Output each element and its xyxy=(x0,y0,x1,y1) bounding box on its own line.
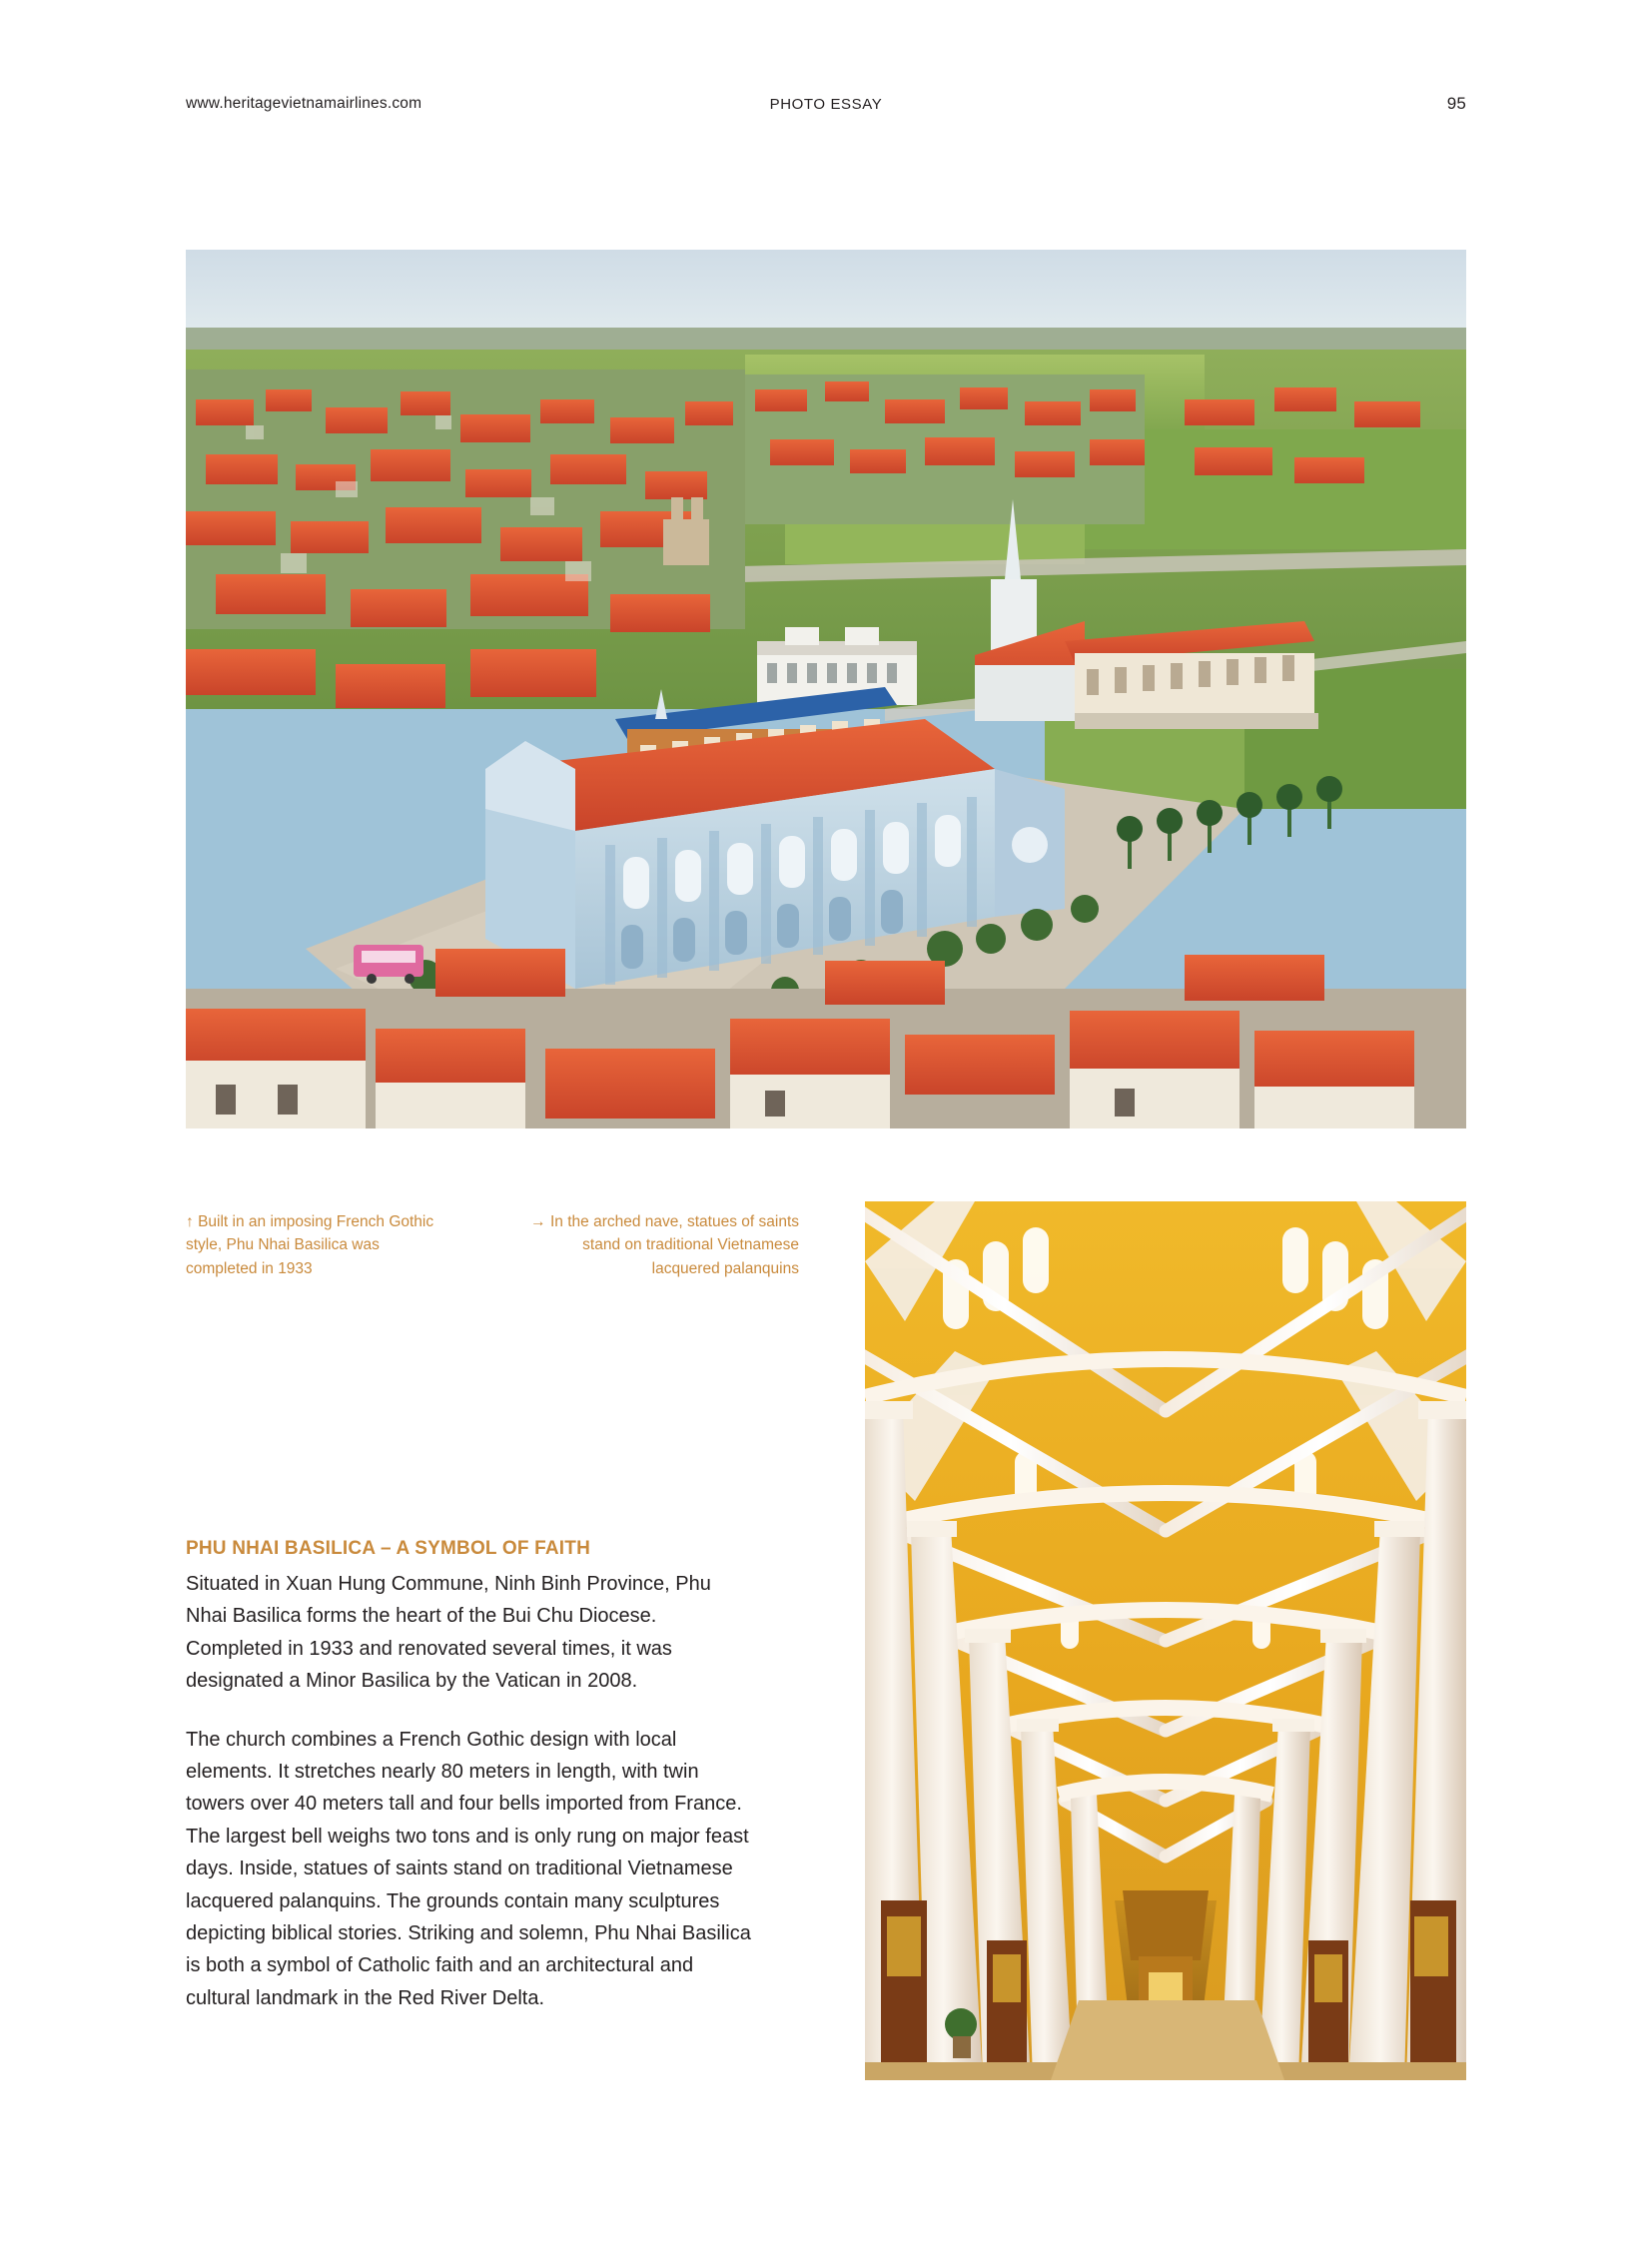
article-heading: PHU NHAI BASILICA – A SYMBOL OF FAITH xyxy=(186,1538,591,1559)
caption-right-text: In the arched nave, statues of saints stand on traditional Vietnamese lacquered palanquins xyxy=(549,1213,799,1277)
page-number: 95 xyxy=(1446,94,1466,113)
section-title: PHOTO ESSAY xyxy=(769,95,883,113)
website-url: www.heritagevietnamairlines.com xyxy=(186,95,422,112)
hero-photo-illustration xyxy=(186,250,1466,1128)
article-paragraph-2: The church combines a French Gothic design with local elements. It stretches nearly 80 meters in length, with twin towers over 40 meters tall and four bells imported from France. The largest bell weighs two tons and is only rung on major feast days. Inside, statues of saints stand on traditional Vietnamese lacquered palanquins. The grounds contain many sculptures depicting biblical stories. Striking and solemn, Phu Nhai Basilica is both a symbol of Catholic faith and an architectural and cultural landmark in the Red River Delta. xyxy=(186,1728,751,2009)
nave-photo-illustration xyxy=(865,1201,1466,2080)
caption-left-text: Built in an imposing French Gothic style, Phu Nhai Basilica was completed in 1933 xyxy=(186,1213,434,1277)
caption-left xyxy=(186,1210,445,1280)
arrow-up-icon: ↑ xyxy=(186,1213,194,1230)
arrow-right-icon: → xyxy=(530,1213,546,1230)
caption-right xyxy=(519,1210,799,1280)
nave-photo-vaulted-ceiling xyxy=(865,1201,1466,2080)
article-body xyxy=(186,1538,755,2014)
running-head xyxy=(186,92,1466,116)
article-paragraph-1: Situated in Xuan Hung Commune, Ninh Binh Province, Phu Nhai Basilica forms the heart of the Bui Chu Diocese. Completed in 1933 and renovated several times, it was designated a Minor Basilica by the Vatican in 2008. xyxy=(186,1573,711,1693)
hero-photo-aerial-basilica xyxy=(186,250,1466,1128)
